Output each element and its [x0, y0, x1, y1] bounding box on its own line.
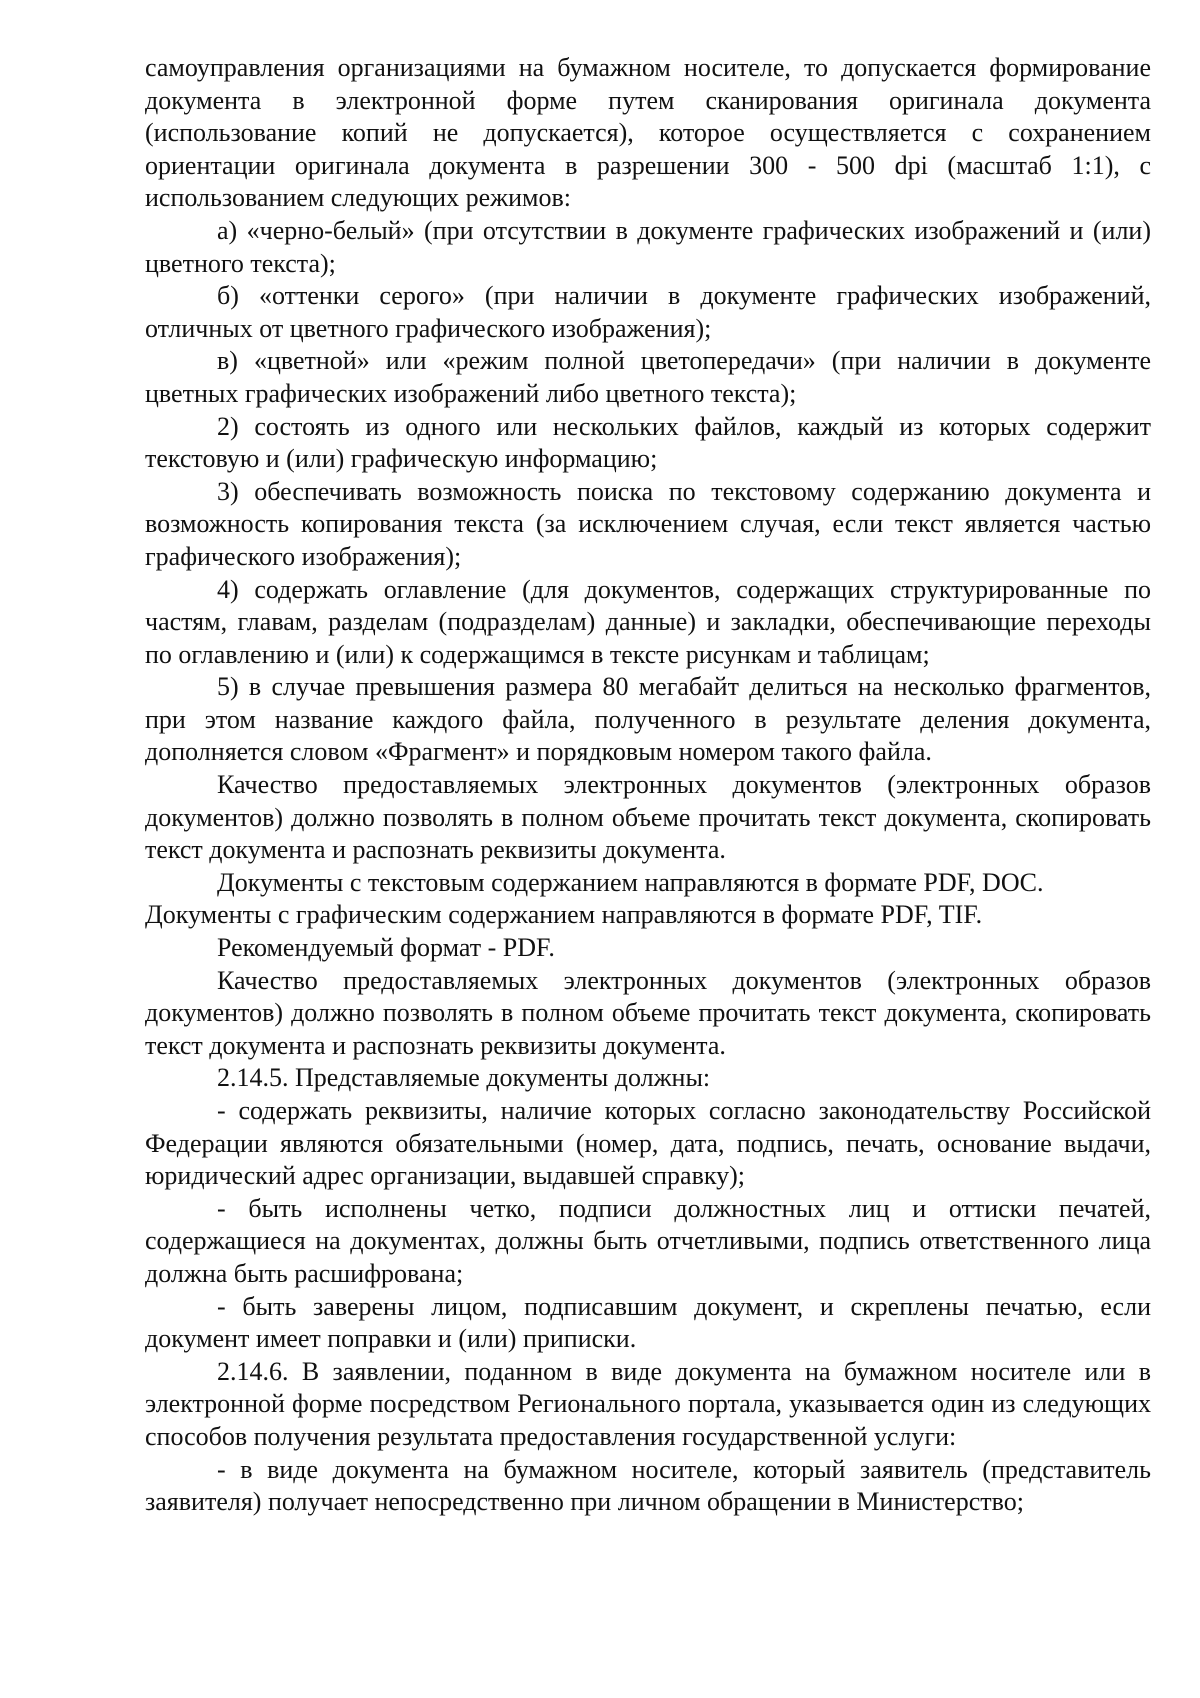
document-page — [145, 52, 1151, 1519]
paragraph: - быть заверены лицом, подписавшим документ, и скреплены печатью, если документ имеет поправки и (или) приписки. — [145, 1291, 1151, 1354]
paragraph: самоуправления организациями на бумажном носителе, то допускается формирование документа в электронной форме путем сканирования оригинала документа (использование копий не допускается), которое осуществляется с сохранением ориентации оригинала документа в разрешении 300 - 500 dpi (масштаб 1:1), с использованием следующих режимов: — [145, 53, 1151, 213]
paragraph: б) «оттенки серого» (при наличии в документе графических изображений, отличных от цветного графического изображения); — [145, 281, 1151, 343]
paragraph: - содержать реквизиты, наличие которых согласно законодательству Российской Федерации являются обязательными (номер, дата, подпись, печать, основание выдачи, юридический адрес организации, выдавшей справку); — [145, 1096, 1151, 1191]
paragraph: 2.14.5. Представляемые документы должны: — [217, 1063, 711, 1093]
paragraph: Документы с графическим содержанием направляются в формате PDF, TIF. — [145, 900, 983, 930]
paragraph: 2.14.6. В заявлении, поданном в виде документа на бумажном носителе или в электронной форме посредством Регионального портала, указывается один из следующих способов получения результата предоставления государственной услуги: — [145, 1356, 1151, 1451]
paragraph: Документы с текстовым содержанием направляются в формате PDF, DOC. — [217, 867, 1044, 897]
paragraph: - быть исполнены четко, подписи должностных лиц и оттиски печатей, содержащиеся на документах, должны быть отчетливыми, подпись ответственного лица должна быть расшифрована; — [145, 1193, 1151, 1288]
paragraph: 3) обеспечивать возможность поиска по текстовому содержанию документа и возможность копирования текста (за исключением случая, если текст является частью графического изображения); — [145, 476, 1151, 571]
paragraph: а) «черно-белый» (при отсутствии в документе графических изображений и (или) цветного текста); — [145, 215, 1151, 278]
paragraph: 2) состоять из одного или нескольких файлов, каждый из которых содержит текстовую и (или) графическую информацию; — [145, 411, 1151, 474]
paragraph: в) «цветной» или «режим полной цветопередачи» (при наличии в документе цветных графических изображений либо цветного текста); — [145, 346, 1151, 408]
paragraph: Качество предоставляемых электронных документов (электронных образов документов) должно позволять в полном объеме прочитать текст документа, скопировать текст документа и распознать реквизиты документа. — [145, 965, 1151, 1060]
paragraph: Качество предоставляемых электронных документов (электронных образов документов) должно позволять в полном объеме прочитать текст документа, скопировать текст документа и распознать реквизиты документа. — [145, 770, 1151, 865]
paragraph: 5) в случае превышения размера 80 мегабайт делиться на несколько фрагментов, при этом название каждого файла, полученного в результате деления документа, дополняется словом «Фрагмент» и порядковым номером такого файла. — [145, 672, 1151, 767]
paragraph: 4) содержать оглавление (для документов, содержащих структурированные по частям, главам, разделам (подразделам) данные) и закладки, обеспечивающие переходы по оглавлению и (или) к содержащимся в тексте рисункам и таблицам; — [145, 574, 1151, 669]
paragraph: Рекомендуемый формат - PDF. — [217, 933, 555, 963]
paragraph: - в виде документа на бумажном носителе, который заявитель (представитель заявителя) получает непосредственно при личном обращении в Министерство; — [145, 1454, 1151, 1517]
